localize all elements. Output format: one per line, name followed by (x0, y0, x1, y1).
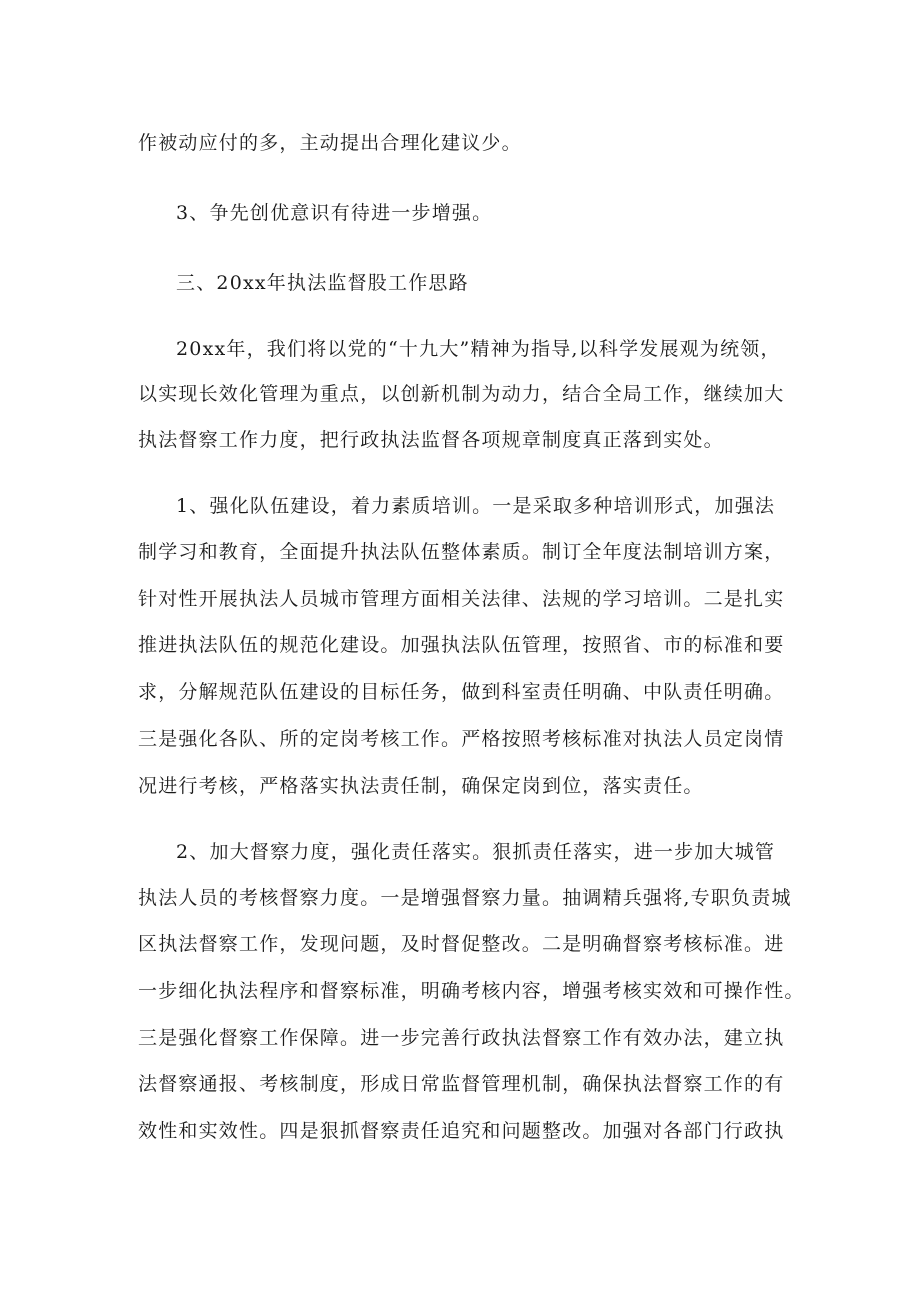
text-line: 况进行考核，严格落实执法责任制，确保定岗到位，落实责任。 (138, 775, 704, 797)
text-line: 三是强化督察工作保障。进一步完善行政执法督察工作有效办法，建立执 (138, 1027, 785, 1049)
text-line: 20xx年，我们将以党的“十九大”精神为指导,以科学发展观为统领， (176, 338, 781, 360)
text-line: 效性和实效性。四是狠抓督察责任追究和问题整改。加强对各部门行政执 (138, 1120, 785, 1142)
text-line: 求，分解规范队伍建设的目标任务，做到科室责任明确、中队责任明确。 (138, 681, 785, 703)
text-line: 2、加大督察力度，强化责任落实。狠抓责任落实，进一步加大城管 (176, 841, 776, 863)
text-line: 区执法督察工作，发现问题，及时督促整改。二是明确督察考核标准。进 (138, 933, 785, 955)
text-line: 针对性开展执法人员城市管理方面相关法律、法规的学习培训。二是扎实 (138, 588, 785, 610)
text-line: 执法人员的考核督察力度。一是增强督察力量。抽调精兵强将,专职负责城 (138, 887, 792, 909)
section-heading: 三、20xx年执法监督股工作思路 (176, 272, 469, 294)
text-line: 法督察通报、考核制度，形成日常监督管理机制，确保执法督察工作的有 (138, 1073, 785, 1095)
text-line: 以实现长效化管理为重点，以创新机制为动力，结合全局工作，继续加大 (138, 383, 785, 405)
text-line: 1、强化队伍建设，着力素质培训。一是采取多种培训形式，加强法 (176, 495, 776, 517)
text-line: 三是强化各队、所的定岗考核工作。严格按照考核标准对执法人员定岗情 (138, 728, 785, 750)
text-line: 作被动应付的多，主动提出合理化建议少。 (138, 132, 522, 154)
text-line: 制学习和教育，全面提升执法队伍整体素质。制订全年度法制培训方案， (138, 541, 785, 563)
text-line: 一步细化执法程序和督察标准，明确考核内容，增强考核实效和可操作性。 (138, 980, 805, 1002)
text-line: 推进执法队伍的规范化建设。加强执法队伍管理，按照省、市的标准和要 (138, 634, 785, 656)
list-item-heading: 3、争先创优意识有待进一步增强。 (176, 202, 493, 224)
text-line: 执法督察工作力度，把行政执法监督各项规章制度真正落到实处。 (138, 429, 724, 451)
